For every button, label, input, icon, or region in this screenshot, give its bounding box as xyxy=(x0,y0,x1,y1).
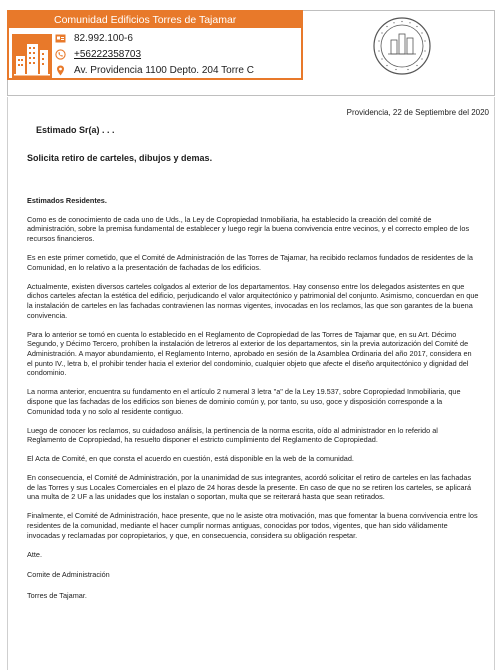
rut-value: 82.992.100-6 xyxy=(74,33,133,44)
organization-card xyxy=(7,10,303,80)
id-card-icon xyxy=(55,33,66,44)
paragraph: Luego de conocer los reclamos, su cuidadoso análisis, la pertinencia de la norma escrita, oído al administrador en lo referido al Reglamento de Copropiedad, ha resuelto disponer el estricto cumplimiento del Reglamento de Copropiedad. xyxy=(27,425,438,445)
address-row xyxy=(55,63,254,78)
phone-link[interactable]: +56222358703 xyxy=(74,49,142,60)
location-pin-icon xyxy=(55,65,66,76)
paragraph: Actualmente, existen diversos carteles colgados al exterior de los departamentos. Hay consenso entre los delegados asistentes en que dichos carteles afectan la estética del edificio, perjudicando el valor arquitectónico y patrimonial del conjunto. Asimismo, concuerdan en que la instalación de carteles en las fachadas contravienen las normas vigentes, invocadas en los reclamos, las que son garantes de la buena convivencia. xyxy=(27,281,479,320)
paragraph: Finalmente, el Comité de Administración, hace presente, que no le asiste otra motivación, mas que fomentar la buena convivencia entre los residentes de la comunidad, mediante el hacer cumplir normas antiguas, conocidas por todos, vigentes, que han sido válidamente invocadas y reclamadas por copropietarios, y que, en consecuencia, considera su obligación respetar. xyxy=(27,511,478,540)
closing: Atte. xyxy=(27,549,43,559)
phone-row xyxy=(55,47,141,62)
organization-name: Comunidad Edificios Torres de Tajamar xyxy=(9,12,301,28)
paragraph: Para lo anterior se tomó en cuenta lo establecido en el Reglamento de Copropiedad de las Torres de Tajamar que, en su Art. Décimo Segundo, y Décimo Tercero, prohíben la instalación de letreros al exterior de los departamentos, sin la previa autorización del Comité de Administración. A mayor abundamiento, el Reglamento Interno, aprobado en sesión de la Asamblea Ordinaria del año 2017, considera en el punto IV., letra b, el prohibir tender hacia el exterior del condominio, cualquier objeto que afecte el diseño arquitectónico y dignidad del condominio. xyxy=(27,329,472,378)
paragraph: Es en este primer cometido, que el Comité de Administración de las Torres de Tajamar, ha recibido reclamos fundados de residentes de la Comunidad, en lo relativo a la presentación de fachadas de los edificios. xyxy=(27,253,473,272)
paragraph: El Acta de Comité, en que consta el acuerdo en cuestión, está disponible en la web de la comunidad. xyxy=(27,454,354,464)
paragraph: La norma anterior, encuentra su fundamento en el artículo 2 numeral 3 letra "a" de la Ley 19.537, sobre Copropiedad Inmobiliaria, que dispone que las fachadas de los edificios son bienes de dominio común y, por tanto, su uso, goce y disposición corresponde a la Comunidad toda y no solo al residente contiguo. xyxy=(27,387,461,416)
rut-row xyxy=(55,31,133,46)
letter-date: Providencia, 22 de Septiembre del 2020 xyxy=(346,108,489,117)
signature-community: Torres de Tajamar. xyxy=(27,591,87,601)
letter-subject: Solicita retiro de carteles, dibujos y demas. xyxy=(27,153,213,163)
salutation: Estimado Sr(a) . . . xyxy=(36,125,115,135)
paragraph: En consecuencia, el Comité de Administración, por la unanimidad de sus integrantes, acordó solicitar el retiro de carteles en las fachadas de las Torres y sus Locales Comerciales en el plazo de 24 horas desde la presente. En caso de que no se retiren los carteles, se aplicará una multa de 2 UF a las unidades que los instalan o soportan, multa que se reiterará hasta que sean retirados. xyxy=(27,473,472,502)
signature-committee: Comite de Administración xyxy=(27,570,110,580)
paragraph: Como es de conocimiento de cada uno de Uds., la Ley de Copropiedad Inmobiliaria, ha establecido la creación del comité de administración, sobre la premisa fundamental de establecer y luego regir la buena convivencia entre vecinos, y el correcto empleo de los recursos financieros. xyxy=(27,214,470,244)
address-value: Av. Providencia 1100 Depto. 204 Torre C xyxy=(74,65,254,76)
buildings-icon xyxy=(12,34,52,78)
community-seal-icon xyxy=(372,16,432,76)
greeting: Estimados Residentes. xyxy=(27,196,107,205)
phone-icon xyxy=(55,49,66,60)
letter-body xyxy=(27,196,479,612)
